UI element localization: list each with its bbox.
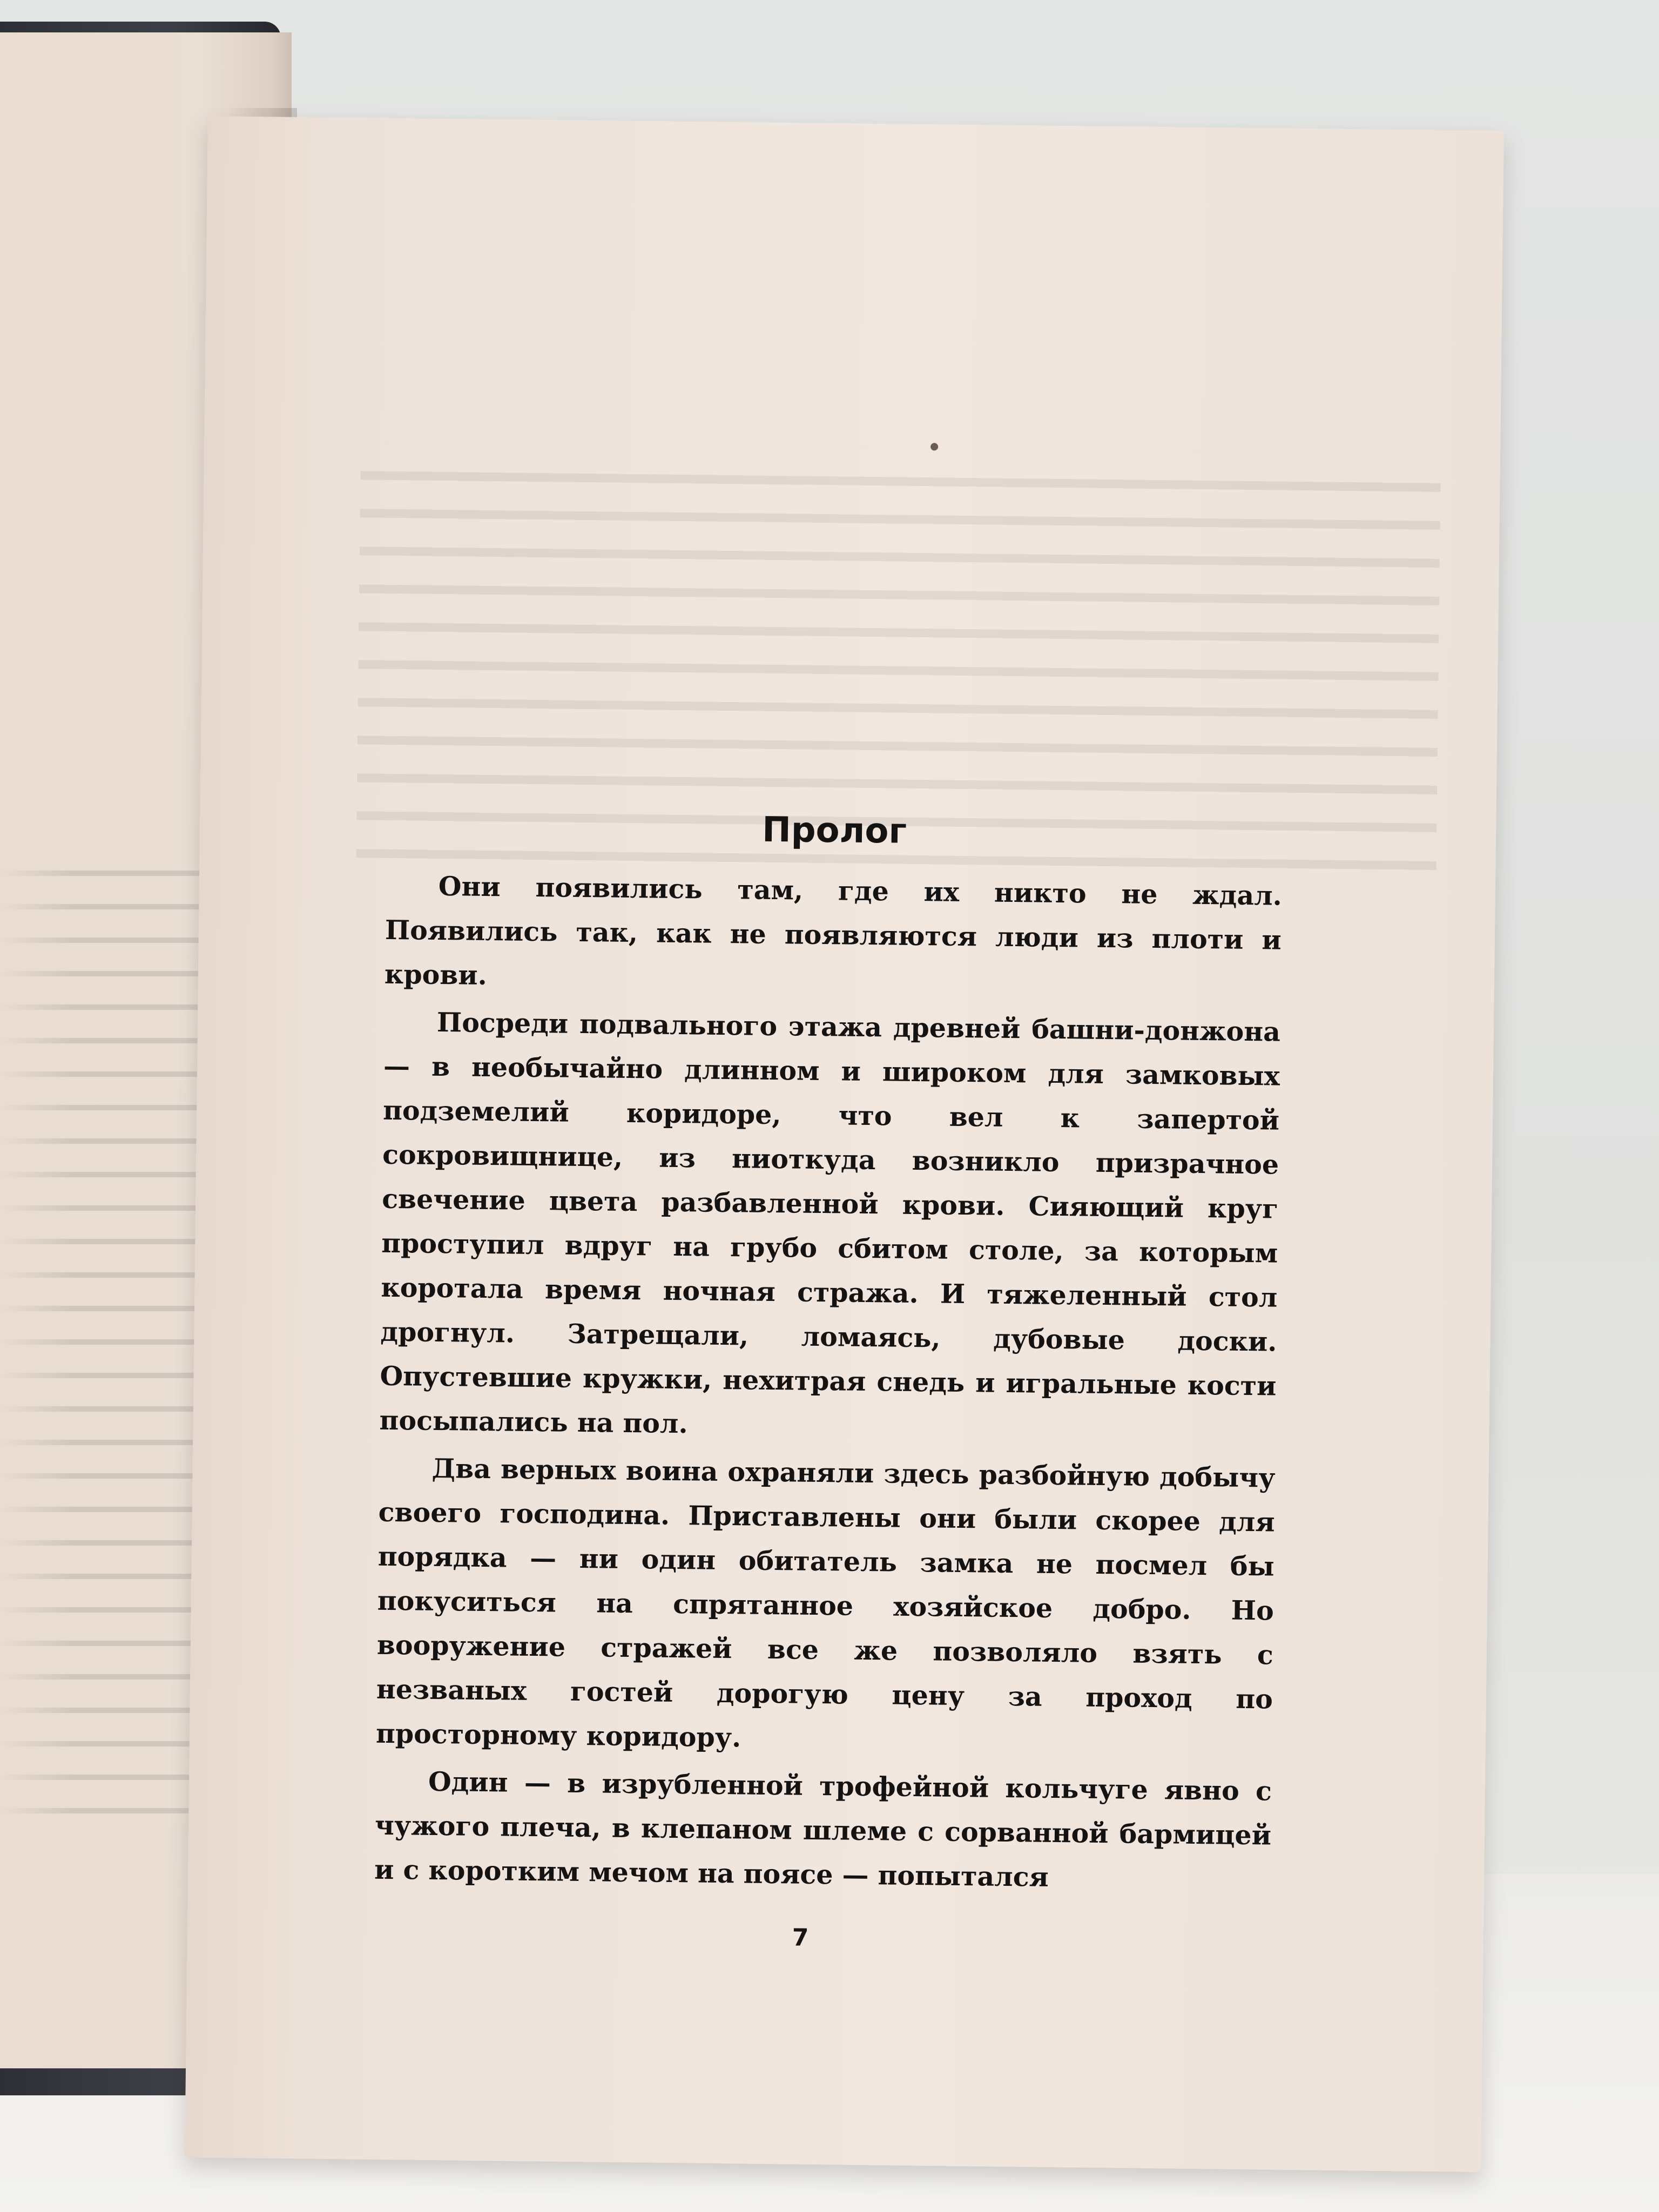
paper-spot [930, 443, 938, 450]
paragraph: Посреди подвального этажа древней башни-донжона — в необычайно длинном и широком для замковых подземелий коридоре, что вел к запертой сокровищнице, из ниоткуда возникло призрачное свечение цвета разбавленной крови. Сияющий круг проступил вдруг на грубо сбитом столе, за которым коротала время ночная стража. И тяжеленный стол дрогнул. Затрещали, ломаясь, дубовые доски. Опустевшие кружки, нехитрая снедь и игральные кости посыпались на пол. [379, 1006, 1281, 1440]
right-page [185, 116, 1504, 2172]
page-number: 7 [792, 1924, 809, 1952]
left-page-bleed-through [0, 842, 205, 1815]
paragraph: Один — в изрубленной трофейной кольчуге явно с чужого плеча, в клепаном шлеме с сорванной бармицей и с коротким мечом на поясе — попытался [374, 1765, 1272, 1893]
chapter-title: Пролог [761, 810, 907, 852]
page-text [374, 799, 1283, 1905]
paragraph: Два верных воина охраняли здесь разбойную добычу своего господина. Приставлены они были скорее для порядка — ни один обитатель замка не посмел бы покуситься на спрятанное хозяйское добро. Но вооружение стражей все же позволяло взять с незваных гостей дорогую цену за проход по просторному коридору. [375, 1452, 1276, 1754]
paragraph: Они появились там, где их никто не ждал. Появились так, как не появляются люди из плоти и крови. [384, 870, 1283, 991]
